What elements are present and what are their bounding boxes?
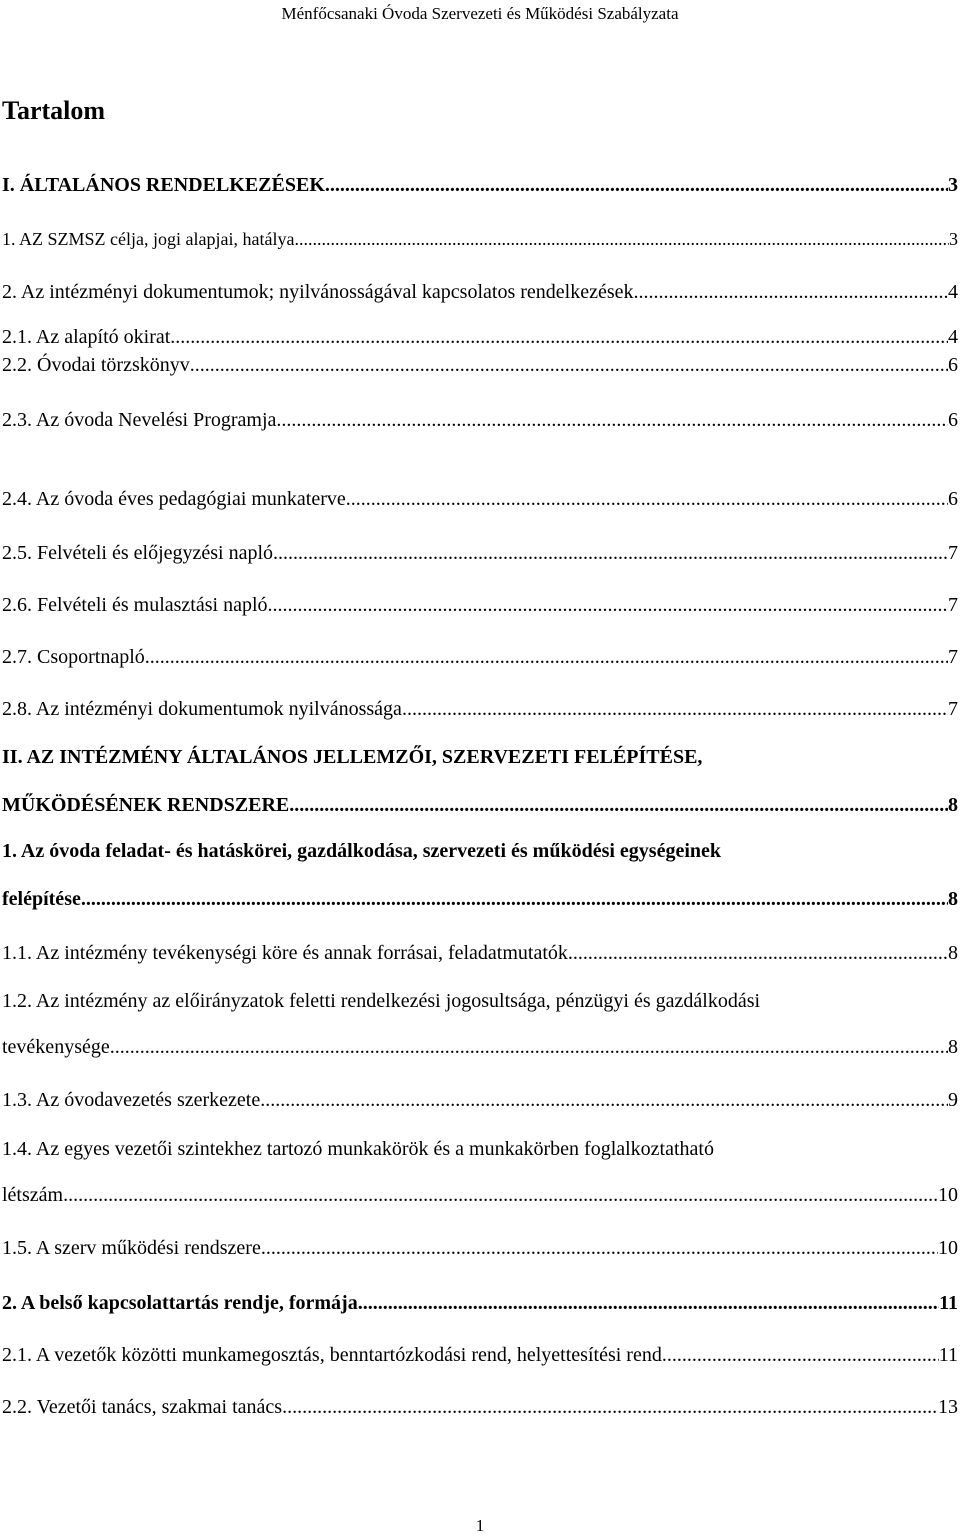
- toc-page-number: 7: [948, 646, 958, 668]
- toc-entry-text: 2.7. Csoportnapló: [2, 646, 145, 668]
- toc-page-number: 7: [948, 542, 958, 564]
- toc-leader-dots: [325, 172, 948, 198]
- toc-entry-text: I. ÁLTALÁNOS RENDELKEZÉSEK: [2, 174, 325, 196]
- toc-entry-text: 1. AZ SZMSZ célja, jogi alapjai, hatálya: [2, 229, 295, 249]
- toc-page-number: 6: [948, 354, 958, 376]
- page-number: 1: [475, 1516, 485, 1535]
- toc-leader-dots: [260, 1087, 948, 1113]
- toc-page-number: 4: [948, 326, 958, 348]
- toc-entry-text-line2: MŰKÖDÉSÉNEK RENDSZERE: [2, 794, 290, 816]
- toc-leader-dots: [261, 1235, 938, 1261]
- toc-entry-text: 2.8. Az intézményi dokumentumok nyilvánossága: [2, 698, 402, 720]
- toc-leader-dots: [170, 324, 948, 350]
- toc-page-number: 13: [938, 1396, 958, 1418]
- toc-entry[interactable]: [2, 536, 958, 566]
- toc-entry[interactable]: [2, 588, 958, 618]
- toc-leader-dots: [273, 540, 948, 566]
- toc-page-number: 4: [948, 281, 958, 303]
- toc-entry[interactable]: [2, 640, 958, 670]
- toc-entry-text: 1.3. Az óvodavezetés szerkezete: [2, 1089, 261, 1111]
- toc-entry[interactable]: [2, 320, 958, 350]
- running-header: Ménfőcsanaki Óvoda Szervezeti és Működési Szabályzata: [281, 4, 679, 23]
- toc-title: Tartalom: [2, 96, 106, 125]
- toc-leader-dots: [402, 696, 948, 722]
- toc-leader-dots: [662, 1342, 939, 1368]
- toc-entry-text-line2: tevékenysége: [2, 1036, 110, 1058]
- toc-leader-dots: [294, 226, 949, 252]
- toc-entry[interactable]: [2, 988, 958, 1060]
- toc-leader-dots: [268, 592, 949, 618]
- toc-page-number: 6: [948, 409, 958, 431]
- toc-entry-text: 2.5. Felvételi és előjegyzési napló: [2, 542, 274, 564]
- toc-entry[interactable]: [2, 482, 958, 512]
- toc-page-number: 6: [948, 488, 958, 510]
- toc-entry[interactable]: [2, 744, 958, 818]
- toc-page-number: 8: [948, 888, 958, 910]
- toc-entry-text: 2.2. Óvodai törzskönyv: [2, 354, 190, 376]
- toc-entry-text-line1: II. AZ INTÉZMÉNY ÁLTALÁNOS JELLEMZŐI, SZERVEZETI FELÉPÍTÉSE,: [2, 746, 703, 768]
- toc-leader-dots: [289, 792, 948, 818]
- toc-entry[interactable]: [2, 838, 958, 912]
- toc-entry[interactable]: [2, 1231, 958, 1261]
- toc-leader-dots: [110, 1034, 948, 1060]
- toc-page-number: 10: [938, 1184, 958, 1206]
- toc-entry[interactable]: [2, 168, 958, 198]
- toc-leader-dots: [634, 279, 949, 305]
- toc-entry[interactable]: [2, 1338, 958, 1368]
- toc-entry-text: 2. Az intézményi dokumentumok; nyilvánosságával kapcsolatos rendelkezések: [2, 281, 634, 303]
- toc-entry[interactable]: [2, 1390, 958, 1420]
- toc-entry-text: 1.5. A szerv működési rendszere: [2, 1237, 261, 1259]
- toc-leader-dots: [346, 486, 948, 512]
- toc-entry-text-line1: 1.2. Az intézmény az előirányzatok feletti rendelkezési jogosultsága, pénzügyi és gazdálkodási: [2, 990, 761, 1012]
- toc-entry-text-line2: létszám: [2, 1184, 64, 1206]
- toc-page-number: 3: [948, 174, 958, 196]
- toc-entry-text: 2.2. Vezetői tanács, szakmai tanács: [2, 1396, 283, 1418]
- toc-page-number: 8: [948, 942, 958, 964]
- toc-entry[interactable]: [2, 222, 958, 252]
- toc-page-number: 9: [948, 1089, 958, 1111]
- toc-page-number: 8: [948, 794, 958, 816]
- toc-page-number: 11: [939, 1292, 958, 1314]
- toc-page-number: 10: [938, 1237, 958, 1259]
- toc-page-number: 3: [949, 229, 958, 249]
- toc-entry-text: 2.6. Felvételi és mulasztási napló: [2, 594, 268, 616]
- toc-entry[interactable]: [2, 1136, 958, 1208]
- toc-entry-text: 2.1. Az alapító okirat: [2, 326, 171, 348]
- toc-entry-text-line1: 1. Az óvoda feladat- és hatáskörei, gazdálkodása, szervezeti és működési egységeinek: [2, 840, 722, 862]
- toc-entry-text: 2.3. Az óvoda Nevelési Programja: [2, 409, 277, 431]
- toc-entry[interactable]: [2, 1286, 958, 1316]
- toc-page-number: 8: [948, 1036, 958, 1058]
- toc-entry[interactable]: [2, 1083, 958, 1113]
- toc-leader-dots: [358, 1290, 939, 1316]
- toc-entry[interactable]: [2, 403, 958, 433]
- toc-entry[interactable]: [2, 348, 958, 378]
- toc-leader-dots: [86, 886, 948, 912]
- toc-entry-text-line2: felépítése.: [2, 888, 86, 910]
- toc-entry[interactable]: [2, 936, 958, 966]
- toc-leader-dots: [568, 940, 948, 966]
- toc-entry-text: 2.4. Az óvoda éves pedagógiai munkaterve: [2, 488, 346, 510]
- toc-leader-dots: [190, 352, 948, 378]
- toc-page-number: 7: [948, 594, 958, 616]
- toc-page-number: 7: [948, 698, 958, 720]
- toc-entry[interactable]: [2, 275, 958, 305]
- toc-entry[interactable]: [2, 692, 958, 722]
- toc-entry-text-line1: 1.4. Az egyes vezetői szintekhez tartozó munkakörök és a munkakörben foglalkoztatható: [2, 1138, 714, 1160]
- toc-page-number: 11: [938, 1344, 958, 1366]
- toc-entry-text: 2. A belső kapcsolattartás rendje, formája: [2, 1292, 358, 1314]
- toc-leader-dots: [63, 1182, 938, 1208]
- toc-leader-dots: [145, 644, 948, 670]
- toc-leader-dots: [276, 407, 948, 433]
- toc-leader-dots: [282, 1394, 938, 1420]
- toc-entry-text: 2.1. A vezetők közötti munkamegosztás, benntartózkodási rend, helyettesítési rend: [2, 1344, 662, 1366]
- toc-entry-text: 1.1. Az intézmény tevékenységi köre és annak forrásai, feladatmutatók: [2, 942, 568, 964]
